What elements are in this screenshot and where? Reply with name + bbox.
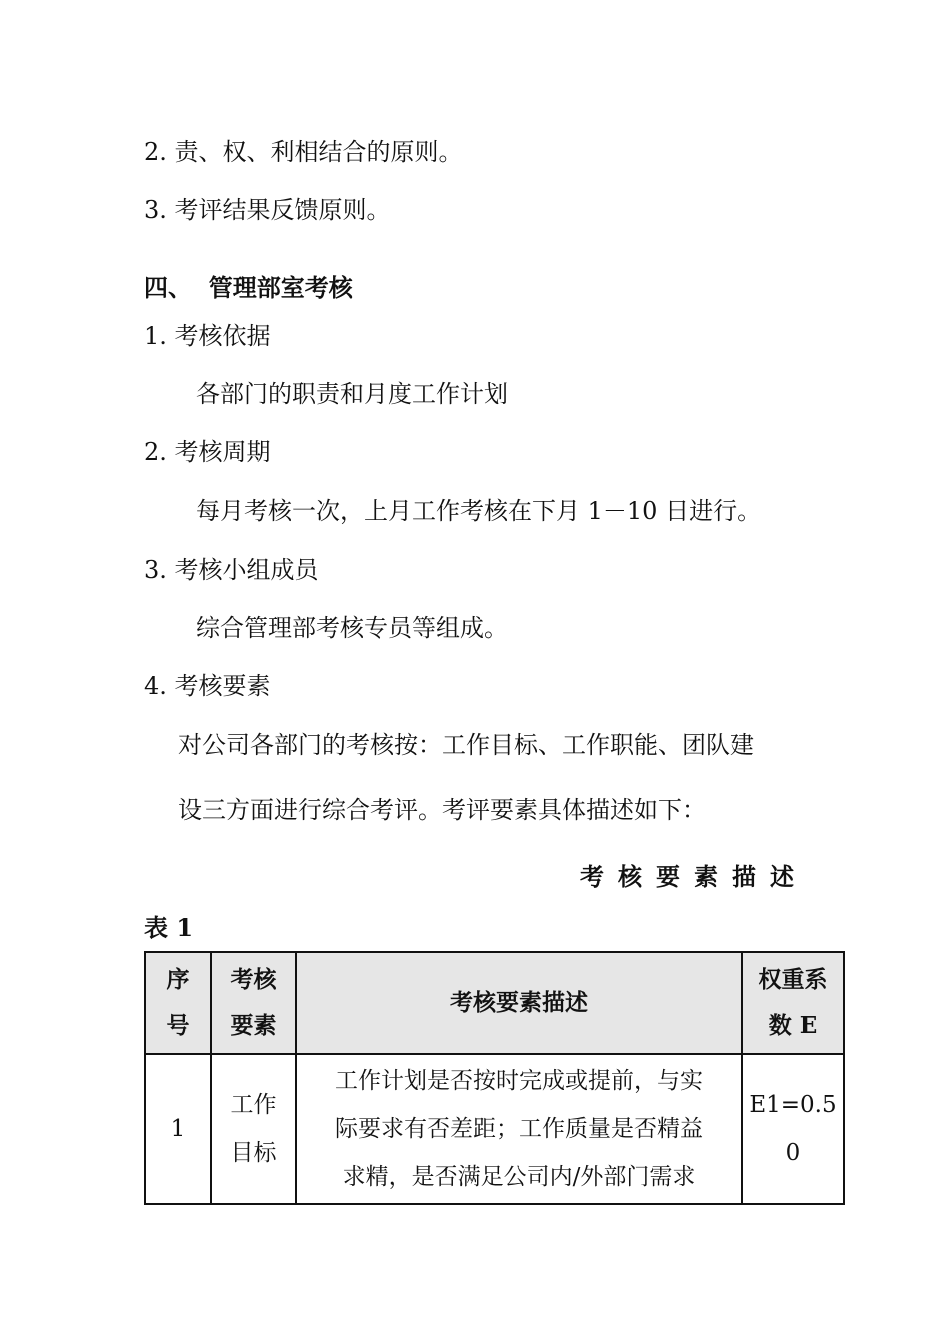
table-row	[145, 1054, 844, 1204]
item-1-text: 各部门的职责和月度工作计划	[196, 380, 508, 408]
cell-seq: 1	[145, 1054, 211, 1204]
principle-item-3: 3. 考评结果反馈原则。	[144, 196, 391, 224]
item-4-text-line-1: 对公司各部门的考核按：工作目标、工作职能、团队建	[178, 731, 754, 759]
header-weight: 权重系 数 E	[742, 952, 844, 1054]
principle-item-2: 2. 责、权、利相结合的原则。	[144, 138, 463, 166]
assessment-table	[144, 951, 845, 1205]
table-label: 表 1	[144, 913, 194, 942]
item-2-text: 每月考核一次，上月工作考核在下月 1－10 日进行。	[196, 497, 762, 525]
header-description: 考核要素描述	[296, 952, 742, 1054]
cell-description: 工作计划是否按时完成或提前，与实 际要求有否差距；工作质量是否精益 求精，是否满足公司内/外部门需求	[296, 1054, 742, 1204]
header-element: 考核 要素	[211, 952, 296, 1054]
item-4-text-line-2: 设三方面进行综合考评。考评要素具体描述如下：	[178, 796, 706, 824]
header-seq: 序 号	[145, 952, 211, 1054]
item-2-title: 2. 考核周期	[144, 438, 271, 466]
item-3-title: 3. 考核小组成员	[144, 556, 319, 584]
item-1-title: 1. 考核依据	[144, 322, 271, 350]
cell-weight: E1=0.5 0	[742, 1054, 844, 1204]
item-3-text: 综合管理部考核专员等组成。	[196, 614, 508, 642]
section-heading: 四、 管理部室考核	[144, 273, 353, 302]
item-4-title: 4. 考核要素	[144, 672, 271, 700]
table-header-row	[145, 952, 844, 1054]
table-caption: 考核要素描述	[580, 862, 808, 891]
cell-element: 工作 目标	[211, 1054, 296, 1204]
